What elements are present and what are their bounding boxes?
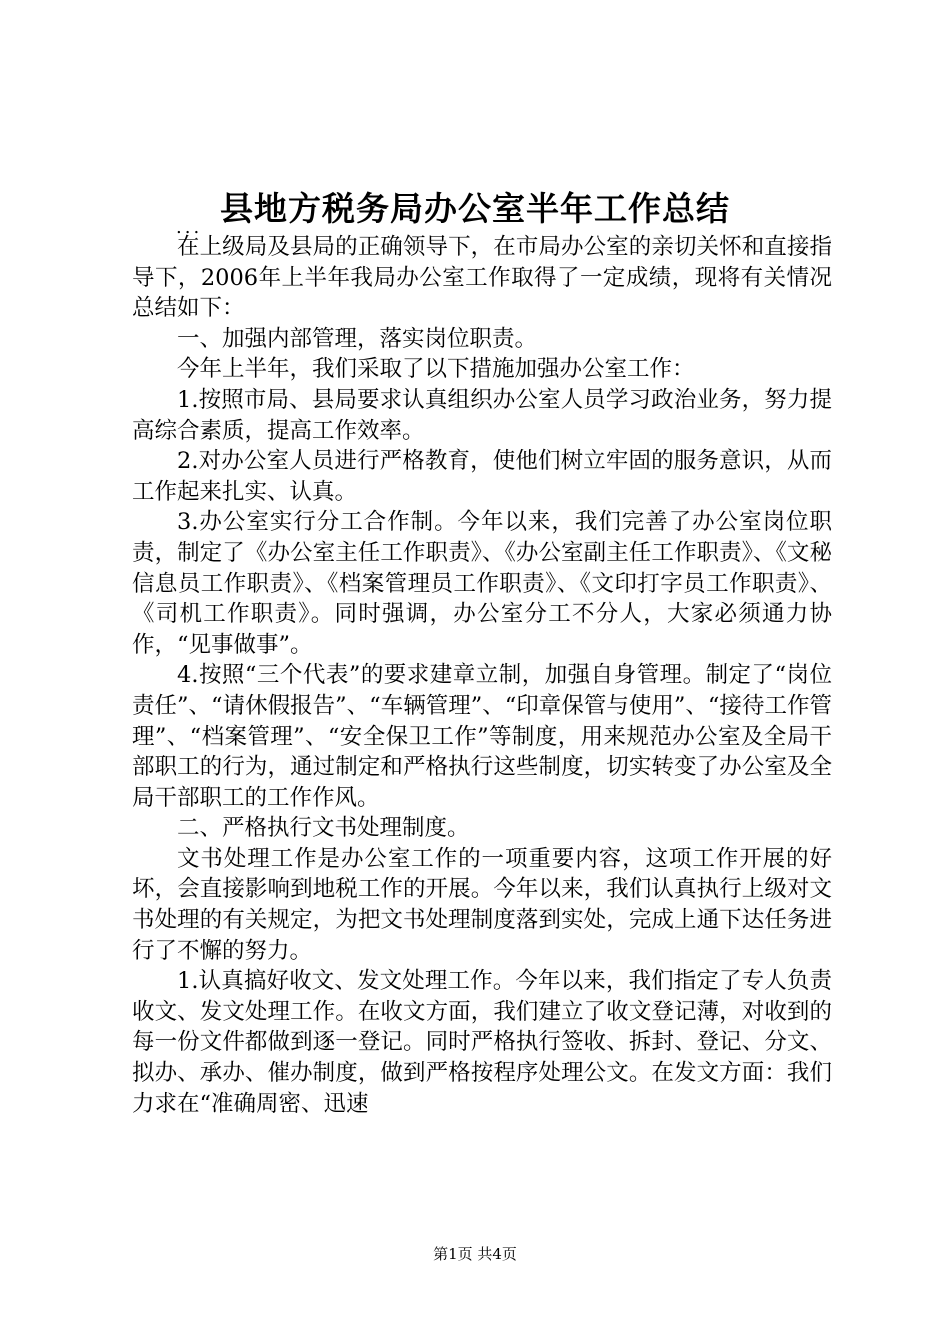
paragraph: 今年上半年，我们采取了以下措施加强办公室工作： bbox=[177, 356, 695, 383]
document-body bbox=[132, 232, 832, 1119]
paragraph: 文书处理工作是办公室工作的一项重要内容，这项工作开展的好坏，会直接影响到地税工作的开展。今年以来，我们认真执行上级对文书处理的有关规定，为把文书处理制度落到实处，完成上通下达任务进行了不懈的努力。 bbox=[132, 845, 832, 964]
paragraph: 2.对办公室人员进行严格教育，使他们树立牢固的服务意识，从而工作起来扎实、认真。 bbox=[132, 448, 832, 505]
paragraph: 1.按照市局、县局要求认真组织办公室人员学习政治业务，努力提高综合素质，提高工作效率。 bbox=[132, 386, 832, 444]
document-title: 县地方税务局办公室半年工作总结 bbox=[220, 189, 730, 228]
page-footer: 第1页 共4页 bbox=[433, 1245, 517, 1263]
paragraph: 1.认真搞好收文、发文处理工作。今年以来，我们指定了专人负责收文、发文处理工作。在收文方面，我们建立了收文登记薄，对收到的每一份文件都做到逐一登记。同时严格执行签收、拆封、登记、分文、拟办、承办、催办制度，做到严格按程序处理公文。在发文方面：我们力求在“准确周密、迅速 bbox=[132, 968, 832, 1117]
ellipsis-mark: ... bbox=[176, 217, 203, 238]
paragraph: 一、加强内部管理，落实岗位职责。 bbox=[177, 325, 538, 352]
paragraph: 二、严格执行文书处理制度。 bbox=[177, 815, 470, 842]
paragraph: 3.办公室实行分工合作制。今年以来，我们完善了办公室岗位职责，制定了《办公室主任工作职责》、《办公室副主任工作职责》、《文秘信息员工作职责》、《档案管理员工作职责》、《文印打字员工作职责》、《司机工作职责》。同时强调，办公室分工不分人，大家必须通力协作，“见事做事”。 bbox=[132, 509, 832, 658]
paragraph: 在上级局及县局的正确领导下，在市局办公室的亲切关怀和直接指导下，2006年上半年我局办公室工作取得了一定成绩，现将有关情况总结如下： bbox=[132, 234, 832, 322]
paragraph: 4.按照“三个代表”的要求建章立制，加强自身管理。制定了“岗位责任”、“请休假报告”、“车辆管理”、“印章保管与使用”、“接待工作管理”、“档案管理”、“安全保卫工作”等制度，用来规范办公室及全局干部职工的行为，通过制定和严格执行这些制度，切实转变了办公室及全局干部职工的工作作风。 bbox=[132, 662, 832, 811]
